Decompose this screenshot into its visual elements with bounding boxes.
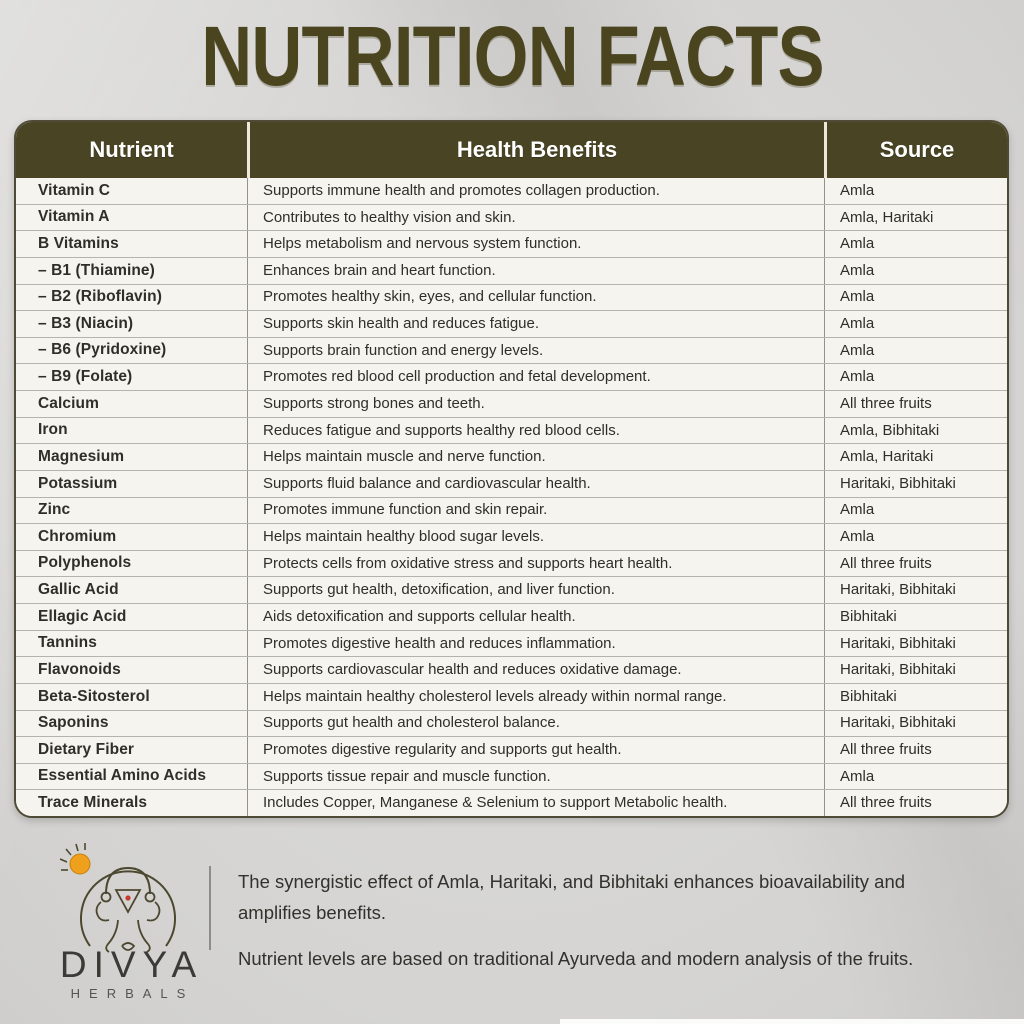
note-nutrient-levels: Nutrient levels are based on traditional Ayurveda and modern analysis of the fruits. — [238, 947, 914, 969]
nutrient-cell: Vitamin C — [38, 181, 111, 199]
nutrient-cell: – B9 (Folate) — [38, 368, 133, 386]
source-cell: Haritaki, Bibhitaki — [824, 657, 1007, 683]
source-cell: All three fruits — [824, 391, 1007, 417]
benefit-cell: Reduces fatigue and supports healthy red blood cells. — [247, 418, 824, 444]
benefit-cell: Supports gut health, detoxification, and liver function. — [247, 577, 824, 603]
source-cell: Amla, Bibhitaki — [824, 418, 1007, 444]
benefit-cell: Supports brain function and energy levels. — [247, 338, 824, 364]
table-row — [16, 363, 1007, 390]
table-row — [16, 789, 1007, 816]
benefit-cell: Supports skin health and reduces fatigue. — [247, 311, 824, 337]
benefit-cell: Aids detoxification and supports cellular health. — [247, 604, 824, 630]
footer-notes — [238, 866, 976, 974]
header-source: Source — [824, 122, 1007, 178]
nutrient-cell: Chromium — [38, 527, 117, 545]
table-row — [16, 576, 1007, 603]
benefit-cell: Promotes red blood cell production and fetal development. — [247, 364, 824, 390]
nutrient-cell: – B1 (Thiamine) — [38, 261, 155, 279]
benefit-cell: Promotes immune function and skin repair. — [247, 498, 824, 524]
source-cell: All three fruits — [824, 737, 1007, 763]
table-row — [16, 497, 1007, 524]
nutrient-cell: – B6 (Pyridoxine) — [38, 341, 167, 359]
source-cell: Amla, Haritaki — [824, 444, 1007, 470]
table-row — [16, 656, 1007, 683]
source-cell: Amla — [824, 524, 1007, 550]
table-row — [16, 736, 1007, 763]
brand-subtitle: HERBALS — [70, 986, 195, 1001]
table-header-row — [16, 122, 1007, 178]
table-row — [16, 443, 1007, 470]
source-cell: All three fruits — [824, 790, 1007, 816]
table-row — [16, 390, 1007, 417]
benefit-cell: Helps maintain muscle and nerve function. — [247, 444, 824, 470]
table-row — [16, 550, 1007, 577]
nutrition-table — [14, 120, 1009, 818]
benefit-cell: Helps maintain healthy cholesterol levels already within normal range. — [247, 684, 824, 710]
nutrient-cell: Polyphenols — [38, 554, 132, 572]
nutrient-cell: – B3 (Niacin) — [38, 314, 134, 332]
table-row — [16, 603, 1007, 630]
nutrient-cell: Iron — [38, 421, 68, 439]
nutrient-cell: Saponins — [38, 714, 109, 732]
nutrient-cell: Magnesium — [38, 447, 125, 465]
table-row — [16, 178, 1007, 204]
benefit-cell: Supports cardiovascular health and reduces oxidative damage. — [247, 657, 824, 683]
source-cell: Amla — [824, 764, 1007, 790]
nutrient-cell: Zinc — [38, 501, 71, 519]
source-cell: Amla, Haritaki — [824, 205, 1007, 231]
benefit-cell: Supports gut health and cholesterol balance. — [247, 711, 824, 737]
source-cell: Haritaki, Bibhitaki — [824, 471, 1007, 497]
source-cell: Haritaki, Bibhitaki — [824, 711, 1007, 737]
source-cell: Amla — [824, 258, 1007, 284]
benefit-cell: Helps metabolism and nervous system function. — [247, 231, 824, 257]
benefit-cell: Supports tissue repair and muscle function. — [247, 764, 824, 790]
nutrient-cell: Flavonoids — [38, 660, 121, 678]
benefit-cell: Helps maintain healthy blood sugar levels. — [247, 524, 824, 550]
benefit-cell: Promotes digestive health and reduces inflammation. — [247, 631, 824, 657]
source-cell: Haritaki, Bibhitaki — [824, 631, 1007, 657]
source-cell: Bibhitaki — [824, 604, 1007, 630]
source-cell: All three fruits — [824, 551, 1007, 577]
nutrient-cell: Dietary Fiber — [38, 740, 135, 758]
header-nutrient: Nutrient — [89, 137, 174, 162]
source-cell: Amla — [824, 338, 1007, 364]
source-cell: Amla — [824, 498, 1007, 524]
header-health-benefits: Health Benefits — [247, 122, 824, 178]
table-body — [16, 178, 1007, 816]
nutrient-cell: Essential Amino Acids — [38, 767, 207, 785]
page-title: NUTRITION FACTS — [200, 9, 824, 103]
note-synergy: The synergistic effect of Amla, Haritaki, and Bibhitaki enhances bioavailability and amplifies benefits. — [238, 871, 906, 924]
table-row — [16, 230, 1007, 257]
benefit-cell: Contributes to healthy vision and skin. — [247, 205, 824, 231]
nutrient-cell: – B2 (Riboflavin) — [38, 288, 162, 306]
source-cell: Amla — [824, 364, 1007, 390]
table-row — [16, 683, 1007, 710]
footer-divider — [209, 866, 211, 950]
table-row — [16, 310, 1007, 337]
table-row — [16, 763, 1007, 790]
nutrient-cell: Tannins — [38, 634, 97, 652]
nutrient-cell: Potassium — [38, 474, 118, 492]
table-row — [16, 630, 1007, 657]
table-row — [16, 710, 1007, 737]
source-cell: Amla — [824, 311, 1007, 337]
benefit-cell: Supports strong bones and teeth. — [247, 391, 824, 417]
benefit-cell: Promotes digestive regularity and supports gut health. — [247, 737, 824, 763]
brand-name: DIVYA — [59, 944, 204, 985]
table-row — [16, 417, 1007, 444]
nutrient-cell: Beta-Sitosterol — [38, 687, 150, 705]
nutrient-cell: Gallic Acid — [38, 581, 119, 599]
bottom-strip — [560, 1019, 1024, 1024]
benefit-cell: Supports immune health and promotes collagen production. — [247, 178, 824, 204]
source-cell: Bibhitaki — [824, 684, 1007, 710]
table-row — [16, 204, 1007, 231]
source-cell: Haritaki, Bibhitaki — [824, 577, 1007, 603]
source-cell: Amla — [824, 178, 1007, 204]
brand-logo — [48, 842, 208, 1012]
nutrient-cell: Vitamin A — [38, 208, 110, 226]
table-row — [16, 470, 1007, 497]
table-row — [16, 523, 1007, 550]
table-row — [16, 257, 1007, 284]
nutrient-cell: Calcium — [38, 394, 99, 412]
nutrient-cell: B Vitamins — [38, 234, 119, 252]
nutrient-cell: Trace Minerals — [38, 794, 148, 812]
nutrient-cell: Ellagic Acid — [38, 607, 127, 625]
table-row — [16, 337, 1007, 364]
benefit-cell: Protects cells from oxidative stress and supports heart health. — [247, 551, 824, 577]
benefit-cell: Supports fluid balance and cardiovascular health. — [247, 471, 824, 497]
benefit-cell: Includes Copper, Manganese & Selenium to support Metabolic health. — [247, 790, 824, 816]
page-title-wrap — [0, 9, 1024, 103]
source-cell: Amla — [824, 285, 1007, 311]
benefit-cell: Promotes healthy skin, eyes, and cellular function. — [247, 285, 824, 311]
benefit-cell: Enhances brain and heart function. — [247, 258, 824, 284]
source-cell: Amla — [824, 231, 1007, 257]
table-row — [16, 284, 1007, 311]
